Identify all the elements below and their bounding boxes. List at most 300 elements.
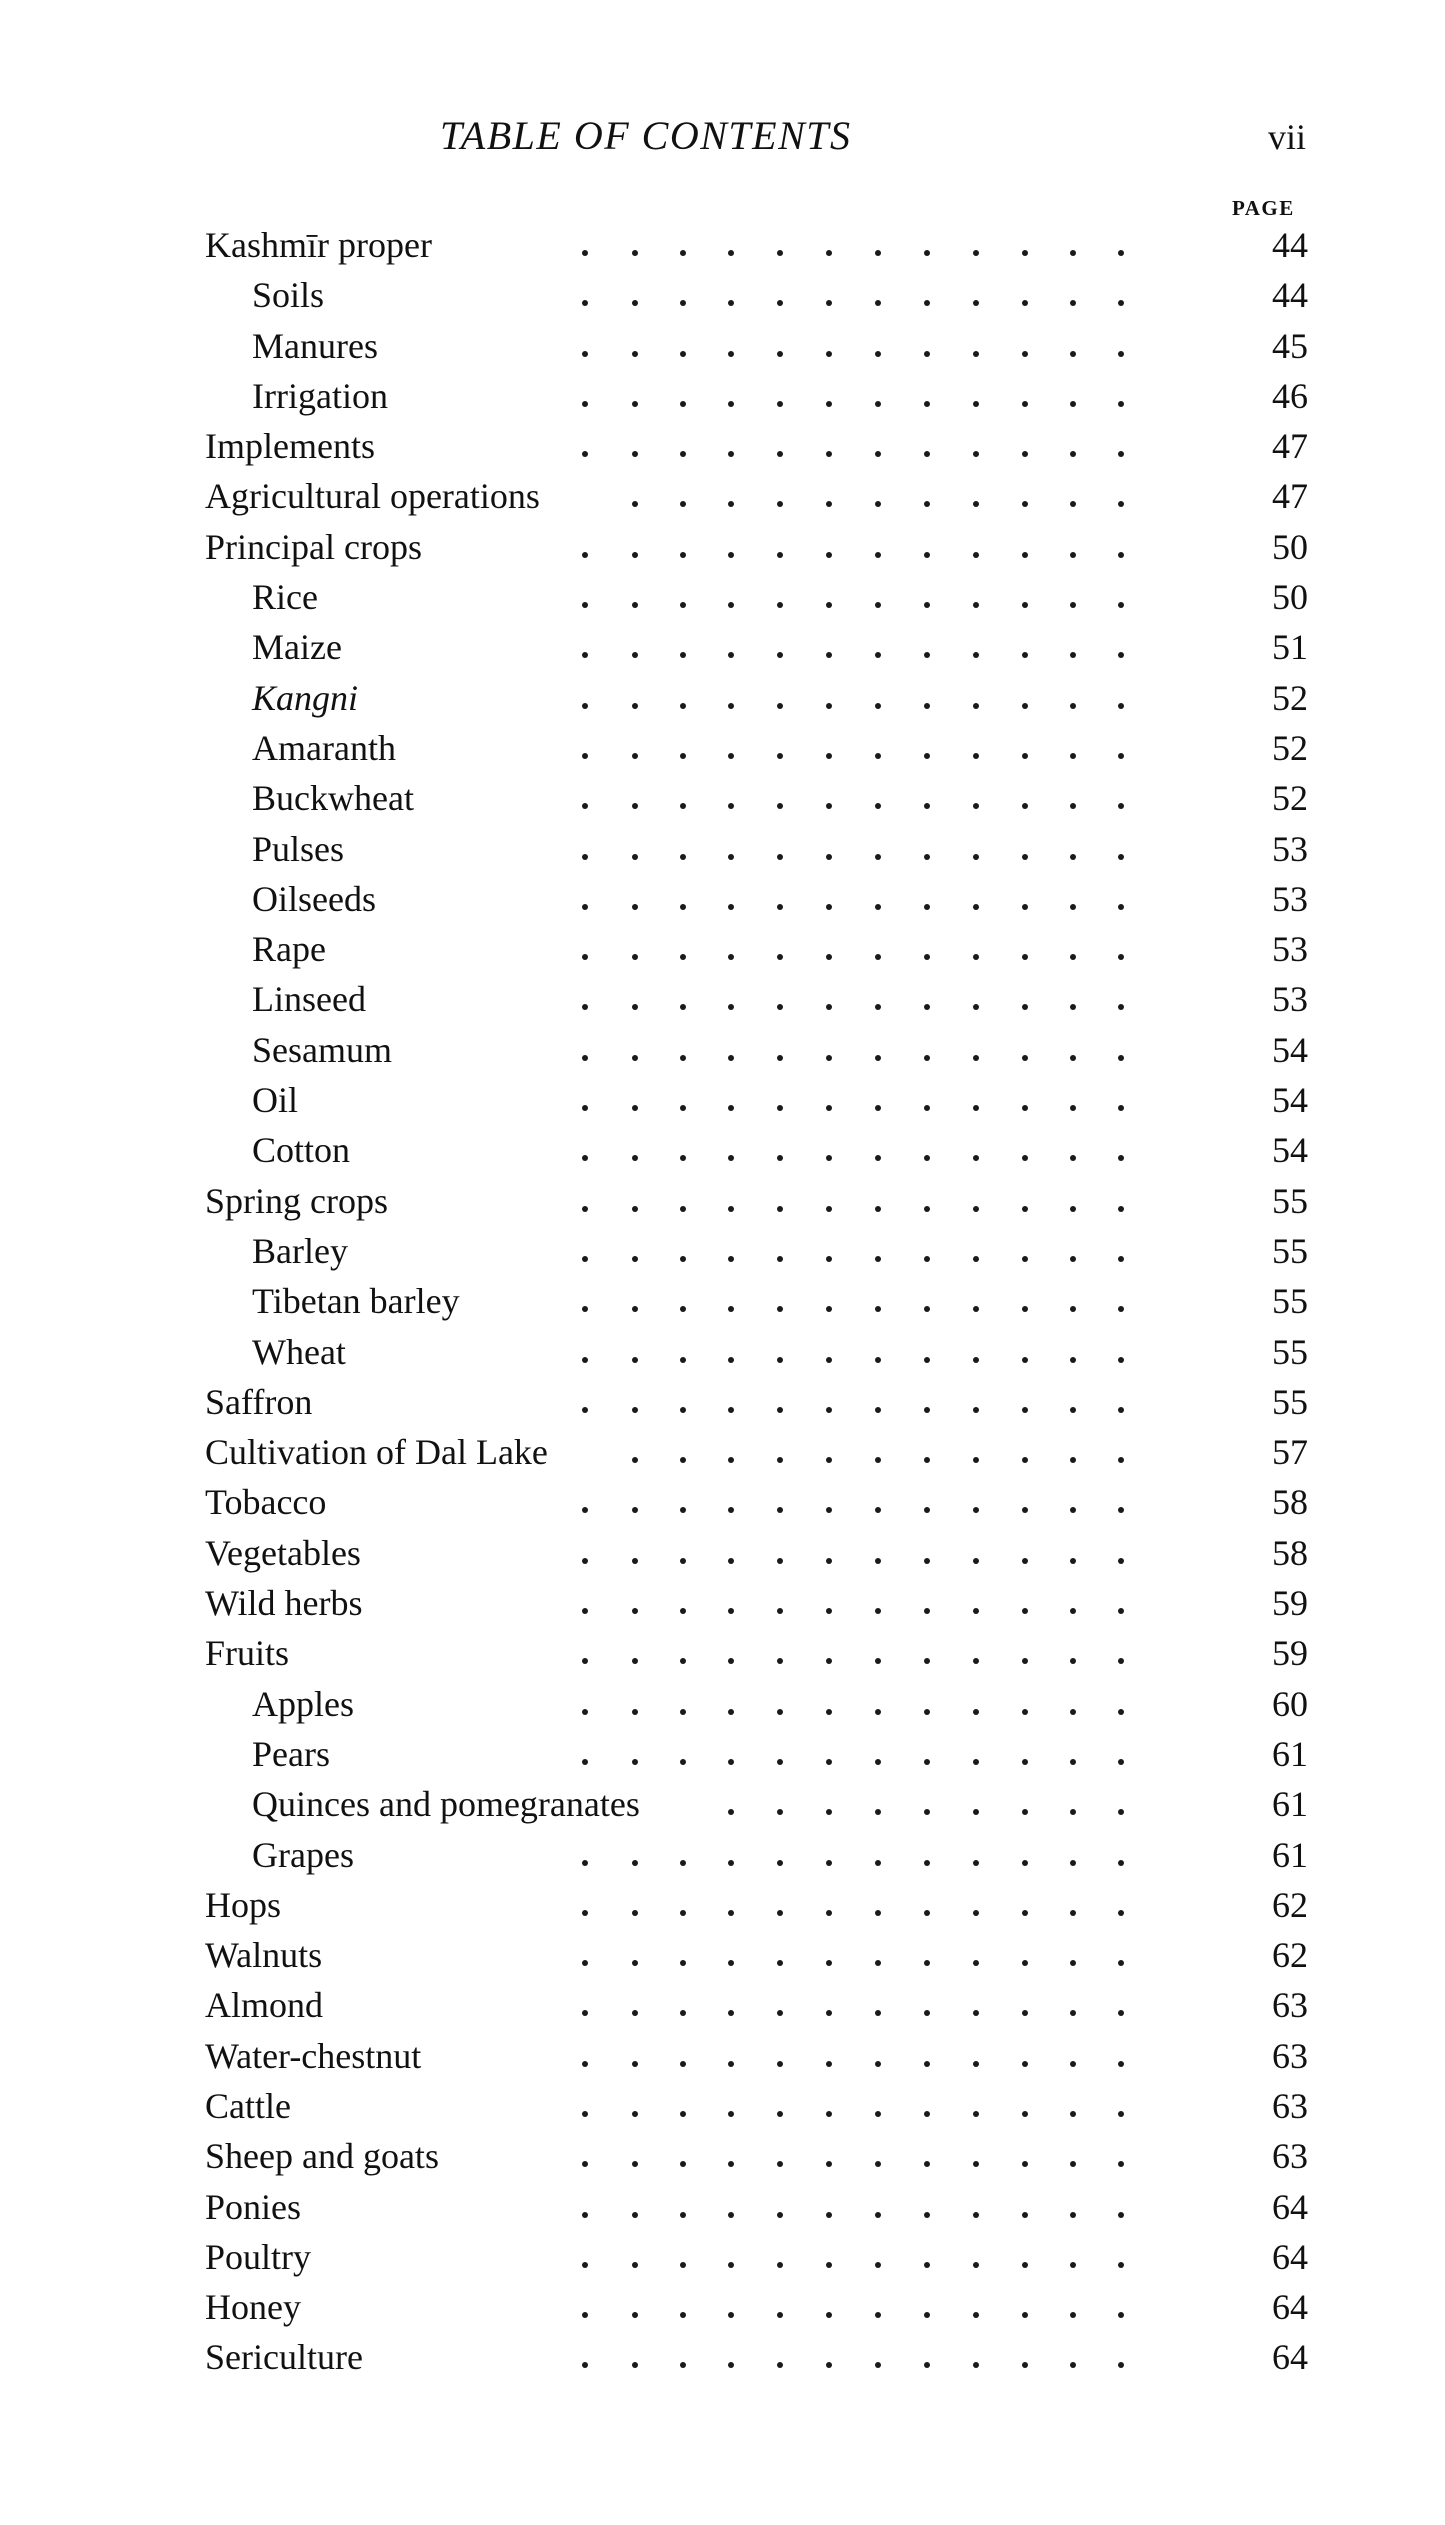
leader-dot xyxy=(875,1407,881,1413)
entry-page-number: 58 xyxy=(1272,1482,1308,1523)
leader-dot xyxy=(632,1004,638,1010)
leader-dot xyxy=(582,250,588,256)
leader-dot xyxy=(680,1558,686,1564)
entry-title: Oil xyxy=(252,1080,299,1121)
leader-dot xyxy=(826,1055,832,1061)
contents-entry xyxy=(0,321,1445,371)
entry-page-number: 58 xyxy=(1272,1532,1308,1573)
entry-title: Manures xyxy=(252,325,378,366)
leader-dot xyxy=(582,2262,588,2268)
entry-page-number: 44 xyxy=(1272,275,1308,316)
leader-dot xyxy=(582,2061,588,2067)
leader-dot xyxy=(1022,954,1028,960)
leader-dot xyxy=(875,1507,881,1513)
leader-dot xyxy=(875,2161,881,2167)
leader-dot xyxy=(1070,351,1076,357)
contents-entry xyxy=(0,220,1445,270)
leader-dot xyxy=(973,250,979,256)
leader-dot xyxy=(1022,1860,1028,1866)
leader-dot xyxy=(1022,1910,1028,1916)
leader-dot xyxy=(632,1206,638,1212)
leader-dot xyxy=(582,2362,588,2368)
entry-title: Rice xyxy=(252,577,318,618)
leader-dot xyxy=(826,703,832,709)
running-head xyxy=(0,112,1445,172)
leader-dot xyxy=(924,451,930,457)
leader-dot xyxy=(777,1357,783,1363)
leader-dot xyxy=(728,1155,734,1161)
contents-entry xyxy=(0,924,1445,974)
leader-dot xyxy=(582,1206,588,1212)
leader-dot xyxy=(680,803,686,809)
leader-dot xyxy=(973,703,979,709)
entry-page-number: 60 xyxy=(1272,1683,1308,1724)
leader-dot xyxy=(1070,854,1076,860)
entry-page-number: 64 xyxy=(1272,2186,1308,2227)
leader-dot xyxy=(582,602,588,608)
leader-dot xyxy=(777,652,783,658)
entry-page-number: 64 xyxy=(1272,2337,1308,2378)
leader-dot xyxy=(632,1558,638,1564)
leader-dot xyxy=(777,2212,783,2218)
leader-dot xyxy=(1070,1004,1076,1010)
leader-dot xyxy=(728,351,734,357)
dot-leaders xyxy=(0,974,1445,1024)
entry-page-number: 52 xyxy=(1272,677,1308,718)
leader-dot xyxy=(973,552,979,558)
entry-title: Spring crops xyxy=(205,1180,388,1221)
contents-entry xyxy=(0,471,1445,521)
leader-dot xyxy=(1070,1357,1076,1363)
leader-dot xyxy=(924,602,930,608)
leader-dot xyxy=(582,1256,588,1262)
leader-dot xyxy=(875,904,881,910)
leader-dot xyxy=(973,1256,979,1262)
leader-dot xyxy=(728,2161,734,2167)
leader-dot xyxy=(924,1256,930,1262)
leader-dot xyxy=(973,2312,979,2318)
leader-dot xyxy=(632,2262,638,2268)
leader-dot xyxy=(728,2262,734,2268)
leader-dot xyxy=(973,1357,979,1363)
leader-dot xyxy=(728,401,734,407)
leader-dot xyxy=(973,854,979,860)
leader-dot xyxy=(632,753,638,759)
leader-dot xyxy=(582,1155,588,1161)
contents-entry xyxy=(0,1779,1445,1829)
dot-leaders xyxy=(0,1025,1445,1075)
leader-dot xyxy=(680,854,686,860)
leader-dot xyxy=(777,451,783,457)
leader-dot xyxy=(875,1910,881,1916)
leader-dot xyxy=(582,1306,588,1312)
leader-dot xyxy=(582,552,588,558)
entry-page-number: 54 xyxy=(1272,1080,1308,1121)
leader-dot xyxy=(582,904,588,910)
leader-dot xyxy=(777,1759,783,1765)
entry-title: Sesamum xyxy=(252,1029,392,1070)
entry-page-number: 64 xyxy=(1272,2287,1308,2328)
entry-title: Tibetan barley xyxy=(252,1281,460,1322)
leader-dot xyxy=(777,2262,783,2268)
leader-dot xyxy=(973,1155,979,1161)
leader-dot xyxy=(1118,1860,1124,1866)
entry-page-number: 52 xyxy=(1272,727,1308,768)
leader-dot xyxy=(924,753,930,759)
leader-dot xyxy=(1118,1507,1124,1513)
leader-dot xyxy=(1070,904,1076,910)
leader-dot xyxy=(875,954,881,960)
leader-dot xyxy=(1022,2212,1028,2218)
leader-dot xyxy=(1022,501,1028,507)
leader-dot xyxy=(777,1206,783,1212)
entry-title: Pulses xyxy=(252,828,345,869)
leader-dot xyxy=(1070,954,1076,960)
leader-dot xyxy=(777,2312,783,2318)
leader-dot xyxy=(632,803,638,809)
leader-dot xyxy=(680,2061,686,2067)
leader-dot xyxy=(632,602,638,608)
entry-page-number: 54 xyxy=(1272,1130,1308,1171)
leader-dot xyxy=(875,1155,881,1161)
leader-dot xyxy=(875,451,881,457)
leader-dot xyxy=(1118,2061,1124,2067)
entry-title: Kangni xyxy=(252,677,359,718)
leader-dot xyxy=(826,854,832,860)
leader-dot xyxy=(973,652,979,658)
contents-entry xyxy=(0,974,1445,1024)
entry-page-number: 63 xyxy=(1272,2085,1308,2126)
leader-dot xyxy=(1070,652,1076,658)
leader-dot xyxy=(1118,753,1124,759)
leader-dot xyxy=(582,1709,588,1715)
dot-leaders xyxy=(0,874,1445,924)
leader-dot xyxy=(875,1860,881,1866)
entry-page-number: 55 xyxy=(1272,1230,1308,1271)
entry-title: Soils xyxy=(252,275,325,316)
contents-entry xyxy=(0,1226,1445,1276)
leader-dot xyxy=(1022,1960,1028,1966)
leader-dot xyxy=(826,1206,832,1212)
leader-dot xyxy=(924,2061,930,2067)
leader-dot xyxy=(1118,2161,1124,2167)
dot-leaders xyxy=(0,1226,1445,1276)
dot-leaders xyxy=(0,773,1445,823)
leader-dot xyxy=(582,1860,588,1866)
leader-dot xyxy=(582,1658,588,1664)
leader-dot xyxy=(924,1960,930,1966)
entry-title: Tobacco xyxy=(205,1482,327,1523)
leader-dot xyxy=(632,1306,638,1312)
entry-page-number: 59 xyxy=(1272,1633,1308,1674)
leader-dot xyxy=(1070,1960,1076,1966)
dot-leaders xyxy=(0,1679,1445,1729)
leader-dot xyxy=(1118,1759,1124,1765)
leader-dot xyxy=(1118,2262,1124,2268)
contents-entry xyxy=(0,2232,1445,2282)
entry-page-number: 46 xyxy=(1272,375,1308,416)
leader-dot xyxy=(1070,401,1076,407)
leader-dot xyxy=(973,1004,979,1010)
leader-dot xyxy=(1118,451,1124,457)
leader-dot xyxy=(875,501,881,507)
leader-dot xyxy=(680,1306,686,1312)
leader-dot xyxy=(1118,2212,1124,2218)
leader-dot xyxy=(680,652,686,658)
dot-leaders xyxy=(0,1327,1445,1377)
entry-title: Amaranth xyxy=(252,727,396,768)
leader-dot xyxy=(632,250,638,256)
leader-dot xyxy=(973,1910,979,1916)
leader-dot xyxy=(1070,2061,1076,2067)
leader-dot xyxy=(875,1658,881,1664)
leader-dot xyxy=(1118,501,1124,507)
entry-page-number: 63 xyxy=(1272,2136,1308,2177)
leader-dot xyxy=(632,1709,638,1715)
entry-title: Pears xyxy=(252,1733,330,1774)
contents-entry xyxy=(0,1327,1445,1377)
leader-dot xyxy=(826,250,832,256)
leader-dot xyxy=(1022,1809,1028,1815)
dot-leaders xyxy=(0,572,1445,622)
leader-dot xyxy=(582,2212,588,2218)
leader-dot xyxy=(777,2362,783,2368)
leader-dot xyxy=(728,1206,734,1212)
leader-dot xyxy=(582,1357,588,1363)
leader-dot xyxy=(1022,753,1028,759)
contents-entry xyxy=(0,673,1445,723)
leader-dot xyxy=(1070,1608,1076,1614)
contents-entry xyxy=(0,2031,1445,2081)
leader-dot xyxy=(1118,1105,1124,1111)
leader-dot xyxy=(1022,1357,1028,1363)
leader-dot xyxy=(777,904,783,910)
leader-dot xyxy=(1070,1759,1076,1765)
leader-dot xyxy=(632,552,638,558)
leader-dot xyxy=(582,2111,588,2117)
leader-dot xyxy=(582,753,588,759)
contents-entry xyxy=(0,1980,1445,2030)
leader-dot xyxy=(924,2212,930,2218)
leader-dot xyxy=(632,2061,638,2067)
leader-dot xyxy=(1070,803,1076,809)
leader-dot xyxy=(582,954,588,960)
leader-dot xyxy=(1070,1105,1076,1111)
leader-dot xyxy=(875,250,881,256)
entry-page-number: 55 xyxy=(1272,1180,1308,1221)
leader-dot xyxy=(680,2010,686,2016)
leader-dot xyxy=(777,954,783,960)
leader-dot xyxy=(680,904,686,910)
leader-dot xyxy=(1022,552,1028,558)
leader-dot xyxy=(826,2262,832,2268)
entry-page-number: 61 xyxy=(1272,1784,1308,1825)
leader-dot xyxy=(728,300,734,306)
dot-leaders xyxy=(0,1779,1445,1829)
entry-title: Wild herbs xyxy=(205,1583,363,1624)
leader-dot xyxy=(924,1608,930,1614)
leader-dot xyxy=(924,1407,930,1413)
leader-dot xyxy=(728,1658,734,1664)
leader-dot xyxy=(1022,2262,1028,2268)
leader-dot xyxy=(582,300,588,306)
leader-dot xyxy=(973,1709,979,1715)
entry-page-number: 54 xyxy=(1272,1029,1308,1070)
leader-dot xyxy=(924,904,930,910)
entry-title: Grapes xyxy=(252,1834,354,1875)
leader-dot xyxy=(728,904,734,910)
leader-dot xyxy=(875,401,881,407)
leader-dot xyxy=(973,351,979,357)
entry-page-number: 51 xyxy=(1272,627,1308,668)
leader-dot xyxy=(728,1860,734,1866)
leader-dot xyxy=(777,602,783,608)
leader-dot xyxy=(582,1558,588,1564)
entry-title: Barley xyxy=(252,1230,348,1271)
leader-dot xyxy=(777,1256,783,1262)
leader-dot xyxy=(582,1105,588,1111)
leader-dot xyxy=(777,1507,783,1513)
leader-dot xyxy=(582,451,588,457)
leader-dot xyxy=(680,1155,686,1161)
leader-dot xyxy=(973,2362,979,2368)
leader-dot xyxy=(1070,2362,1076,2368)
leader-dot xyxy=(1070,2312,1076,2318)
leader-dot xyxy=(924,2161,930,2167)
entry-title: Poultry xyxy=(205,2236,312,2277)
leader-dot xyxy=(826,2212,832,2218)
leader-dot xyxy=(1022,602,1028,608)
leader-dot xyxy=(728,250,734,256)
leader-dot xyxy=(582,2010,588,2016)
leader-dot xyxy=(1022,2010,1028,2016)
leader-dot xyxy=(728,501,734,507)
leader-dot xyxy=(680,2262,686,2268)
leader-dot xyxy=(875,1960,881,1966)
contents-entry xyxy=(0,1880,1445,1930)
dot-leaders xyxy=(0,824,1445,874)
leader-dot xyxy=(1070,1809,1076,1815)
leader-dot xyxy=(1022,652,1028,658)
leader-dot xyxy=(680,351,686,357)
leader-dot xyxy=(728,1256,734,1262)
leader-dot xyxy=(1118,602,1124,608)
leader-dot xyxy=(680,1256,686,1262)
leader-dot xyxy=(973,1558,979,1564)
leader-dot xyxy=(924,1155,930,1161)
leader-dot xyxy=(1118,652,1124,658)
leader-dot xyxy=(973,803,979,809)
leader-dot xyxy=(582,1004,588,1010)
entry-page-number: 47 xyxy=(1272,426,1308,467)
contents-entry xyxy=(0,270,1445,320)
leader-dot xyxy=(777,1105,783,1111)
leader-dot xyxy=(777,1004,783,1010)
leader-dot xyxy=(875,602,881,608)
dot-leaders xyxy=(0,1276,1445,1326)
leader-dot xyxy=(680,1457,686,1463)
leader-dot xyxy=(632,2010,638,2016)
leader-dot xyxy=(777,1608,783,1614)
contents-entry xyxy=(0,773,1445,823)
leader-dot xyxy=(680,954,686,960)
leader-dot xyxy=(924,1558,930,1564)
leader-dot xyxy=(1070,703,1076,709)
leader-dot xyxy=(973,1809,979,1815)
leader-dot xyxy=(1022,401,1028,407)
dot-leaders xyxy=(0,673,1445,723)
leader-dot xyxy=(582,401,588,407)
contents-entry xyxy=(0,1628,1445,1678)
leader-dot xyxy=(924,250,930,256)
contents-entry xyxy=(0,1528,1445,1578)
leader-dot xyxy=(826,1658,832,1664)
leader-dot xyxy=(582,1960,588,1966)
leader-dot xyxy=(1118,1809,1124,1815)
leader-dot xyxy=(1022,2161,1028,2167)
leader-dot xyxy=(973,2010,979,2016)
leader-dot xyxy=(1118,703,1124,709)
leader-dot xyxy=(973,2262,979,2268)
leader-dot xyxy=(924,2262,930,2268)
leader-dot xyxy=(777,703,783,709)
leader-dot xyxy=(826,652,832,658)
leader-dot xyxy=(826,1357,832,1363)
leader-dot xyxy=(582,2312,588,2318)
leader-dot xyxy=(1118,1457,1124,1463)
leader-dot xyxy=(1118,1357,1124,1363)
leader-dot xyxy=(777,401,783,407)
leader-dot xyxy=(1118,1004,1124,1010)
dot-leaders xyxy=(0,924,1445,974)
leader-dot xyxy=(826,2161,832,2167)
leader-dot xyxy=(924,652,930,658)
leader-dot xyxy=(680,1004,686,1010)
leader-dot xyxy=(582,2161,588,2167)
leader-dot xyxy=(924,1507,930,1513)
leader-dot xyxy=(680,2161,686,2167)
contents-entry xyxy=(0,2182,1445,2232)
leader-dot xyxy=(924,954,930,960)
entry-page-number: 62 xyxy=(1272,1935,1308,1976)
leader-dot xyxy=(875,1105,881,1111)
contents-entry xyxy=(0,622,1445,672)
leader-dot xyxy=(777,300,783,306)
leader-dot xyxy=(728,1306,734,1312)
leader-dot xyxy=(875,1306,881,1312)
leader-dot xyxy=(973,954,979,960)
leader-dot xyxy=(777,1860,783,1866)
leader-dot xyxy=(826,954,832,960)
leader-dot xyxy=(1070,1055,1076,1061)
leader-dot xyxy=(728,1910,734,1916)
leader-dot xyxy=(632,652,638,658)
entry-page-number: 57 xyxy=(1272,1432,1308,1473)
leader-dot xyxy=(924,300,930,306)
leader-dot xyxy=(826,552,832,558)
leader-dot xyxy=(973,501,979,507)
entry-page-number: 44 xyxy=(1272,225,1308,265)
entry-title: Vegetables xyxy=(205,1532,361,1573)
leader-dot xyxy=(1022,854,1028,860)
leader-dot xyxy=(924,1457,930,1463)
leader-dot xyxy=(924,2362,930,2368)
leader-dot xyxy=(973,300,979,306)
contents-entry xyxy=(0,2332,1445,2382)
leader-dot xyxy=(875,1055,881,1061)
leader-dot xyxy=(973,2061,979,2067)
leader-dot xyxy=(680,1055,686,1061)
